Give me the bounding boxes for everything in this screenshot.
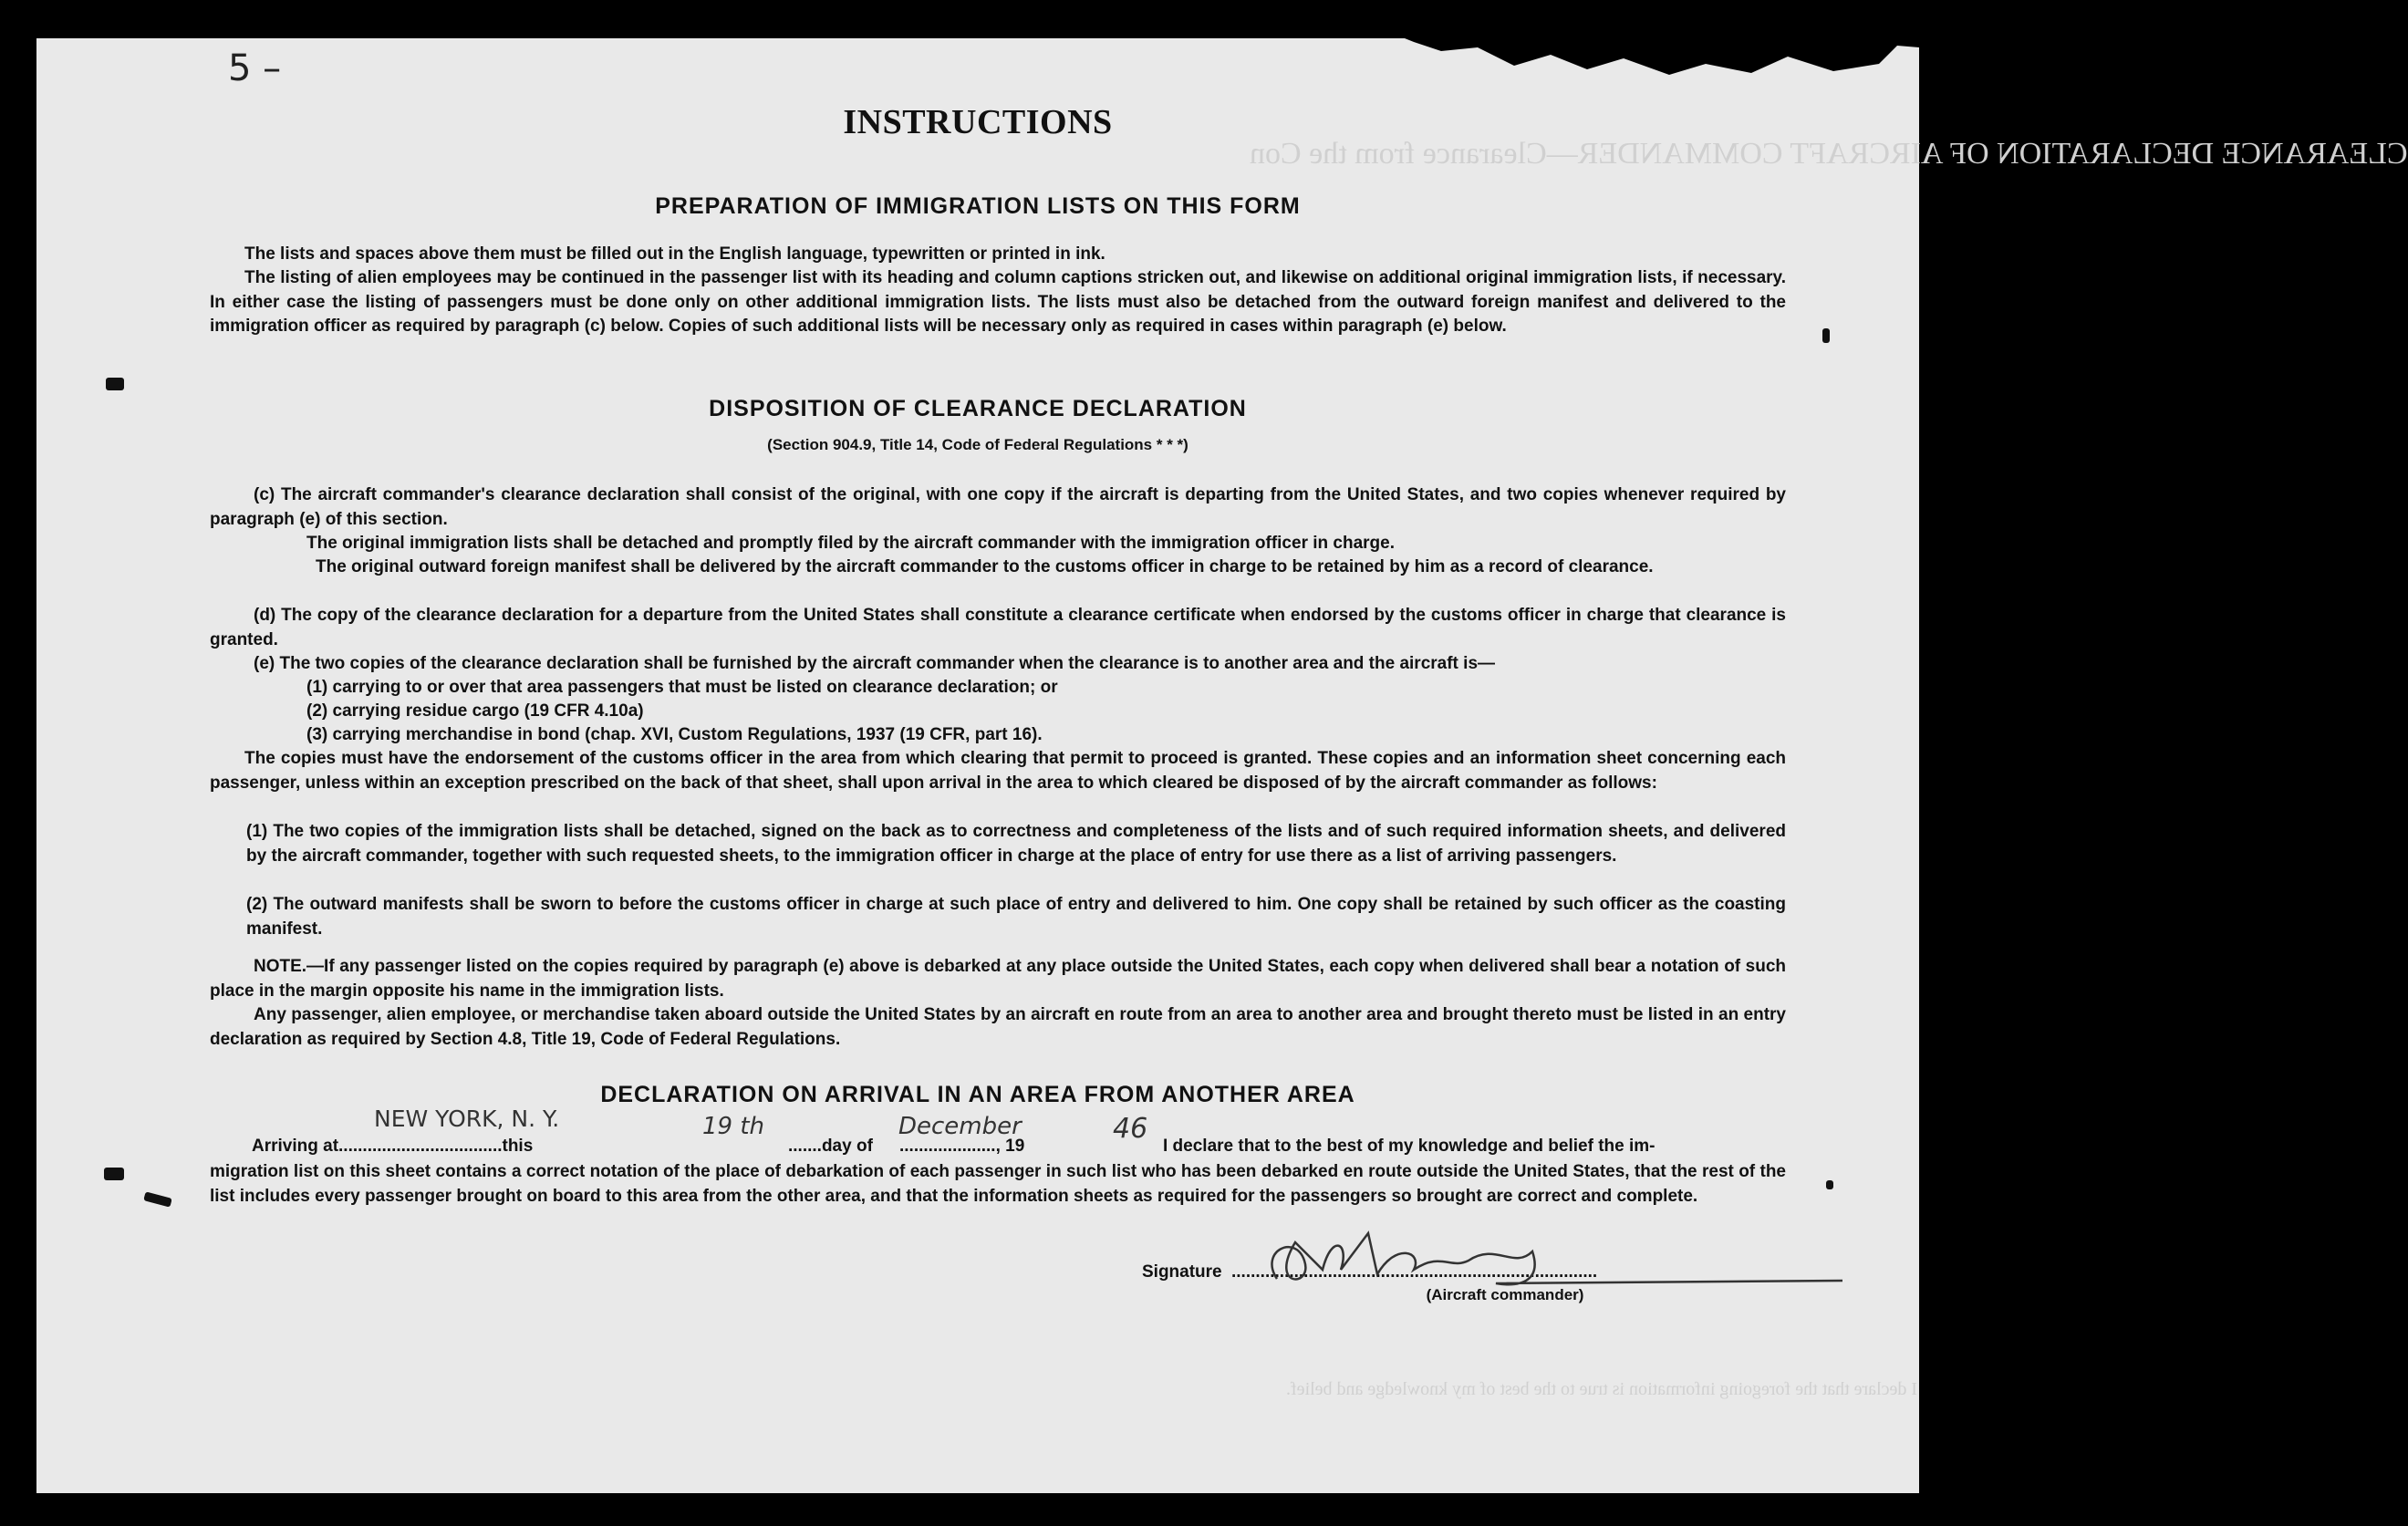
arrival-heading: DECLARATION ON ARRIVAL IN AN AREA FROM ANOTHER AREA (600, 1082, 1355, 1107)
para-e: (e) The two copies of the clearance declaration shall be furnished by the aircraft commander when the clearance is to another area and the aircraft is— (254, 654, 1496, 673)
para-any: Any passenger, alien employee, or merchandise taken aboard outside the United States by an aircraft en route from an area to another area and brought thereto must be listed in an entry declaration as required by Section 4.8, Title 19, Code of Federal Regulations. (210, 1005, 1786, 1049)
para-c: (c) The aircraft commander's clearance declaration shall consist of the original, with one copy if the aircraft is departing from the United States, and two copies whenever required by paragraph (e) of this section. (210, 485, 1786, 529)
disposition-subheading: (Section 904.9, Title 14, Code of Federal Regulations * * *) (767, 436, 1188, 453)
para-note: NOTE.—If any passenger listed on the copies required by paragraph (e) above is debarked at any place outside the United States, each copy when delivered shall bear a notation of such place in the margin opposite his name in the immigration lists. (210, 957, 1786, 1001)
arrival-place-field[interactable]: NEW YORK, N. Y. (374, 1106, 560, 1132)
arrival-day-field[interactable]: 19 th (702, 1113, 765, 1140)
arrival-line-declare: I declare that to the best of my knowledge and belief the im- (1163, 1137, 1656, 1156)
para-e-3: (3) carrying merchandise in bond (chap. XVI, Custom Regulations, 1937 (19 CFR, part 16). (306, 725, 1043, 744)
para-k-1: (1) The two copies of the immigration lists shall be detached, signed on the back as to correctness and completeness of the lists and of such required information sheets, and delivered by the aircraft commander, together with such requested sheets, to the immigration officer in charge at the place of entry for use there as a list of arriving passengers. (246, 822, 1786, 866)
preparation-para-2: The listing of alien employees may be continued in the passenger list with its heading and column captions stricken out, and likewise on additional original immigration lists, if necessary. In either case the listing of passengers must be done only on other additional immigration lists. The lists must also be detached from the outward foreign manifest and delivered to the immigration officer as required by paragraph (c) below. Copies of such additional lists will be necessary only as required in cases within paragraph (e) below. (210, 268, 1786, 337)
arrival-year-field[interactable]: 46 (1113, 1113, 1148, 1145)
torn-edge (1405, 38, 1919, 93)
para-e-1: (1) carrying to or over that area passengers that must be listed on clearance declaration; or (306, 678, 1058, 697)
para-d: (d) The copy of the clearance declaration for a departure from the United States shall constitute a clearance certificate when endorsed by the customs officer in charge that clearance is granted. (210, 606, 1786, 649)
disposition-heading: DISPOSITION OF CLEARANCE DECLARATION (709, 396, 1247, 421)
edge-mark-1 (1822, 328, 1830, 343)
arrival-line-day: .......day of (788, 1137, 873, 1156)
signature-label: Signature (1142, 1262, 1222, 1282)
para-c-2: The original outward foreign manifest shall be delivered by the aircraft commander to the customs officer in charge to be retained by him as a record of clearance. (316, 557, 1654, 576)
bleed-through-footer: I declare that the foregoing information is true to the best of my knowledge and belief. (1286, 1379, 1918, 1399)
para-copies: The copies must have the endorsement of the customs officer in the area from which clearing that permit to proceed is granted. These copies and an information sheet concerning each passenger, unless within an exception prescribed on the back of that sheet, shall upon arrival in the area to which cleared be disposed of by the aircraft commander as follows: (210, 749, 1786, 793)
document-page (36, 38, 2408, 1493)
margin-note: 5 – (228, 47, 282, 89)
binder-mark-1 (106, 378, 124, 390)
signature-scrawl (1240, 1215, 1861, 1297)
arrival-line-start: Arriving at..................................this (252, 1137, 534, 1156)
arrival-declaration-text: migration list on this sheet contains a correct notation of the place of debarkation of each passenger in such list who has been debarked en route outside the United States, that the rest of the list includes every passenger brought on board to this area from the other area, and that the information sheets as required for the passengers so brought are correct and complete. (210, 1162, 1786, 1206)
arrival-month-field[interactable]: December (898, 1113, 1022, 1140)
bleed-through-heading: CLEARANCE DECLARATION OF AIRCRAFT COMMANDER—Clearance from the Con (1250, 137, 2408, 171)
edge-mark-2 (1826, 1180, 1833, 1189)
signature-caption: (Aircraft commander) (1426, 1286, 1584, 1303)
page-title: INSTRUCTIONS (843, 103, 1113, 141)
preparation-para-1: The lists and spaces above them must be filled out in the English language, typewritten or printed in ink. (244, 244, 1105, 264)
arrival-line-month: ...................., 19 (899, 1137, 1025, 1156)
preparation-heading: PREPARATION OF IMMIGRATION LISTS ON THIS FORM (655, 193, 1301, 219)
para-c-1: The original immigration lists shall be detached and promptly filed by the aircraft commander with the immigration officer in charge. (306, 534, 1395, 553)
signature-dotted-line[interactable]: ............................................................................ (1231, 1262, 1598, 1282)
para-e-2: (2) carrying residue cargo (19 CFR 4.10a) (306, 701, 644, 721)
binder-mark-3 (143, 1191, 172, 1207)
binder-mark-2 (104, 1168, 124, 1180)
para-k-2: (2) The outward manifests shall be sworn to before the customs officer in charge at such place of entry and delivered to him. One copy shall be retained by such officer as the coasting manifest. (246, 895, 1786, 939)
